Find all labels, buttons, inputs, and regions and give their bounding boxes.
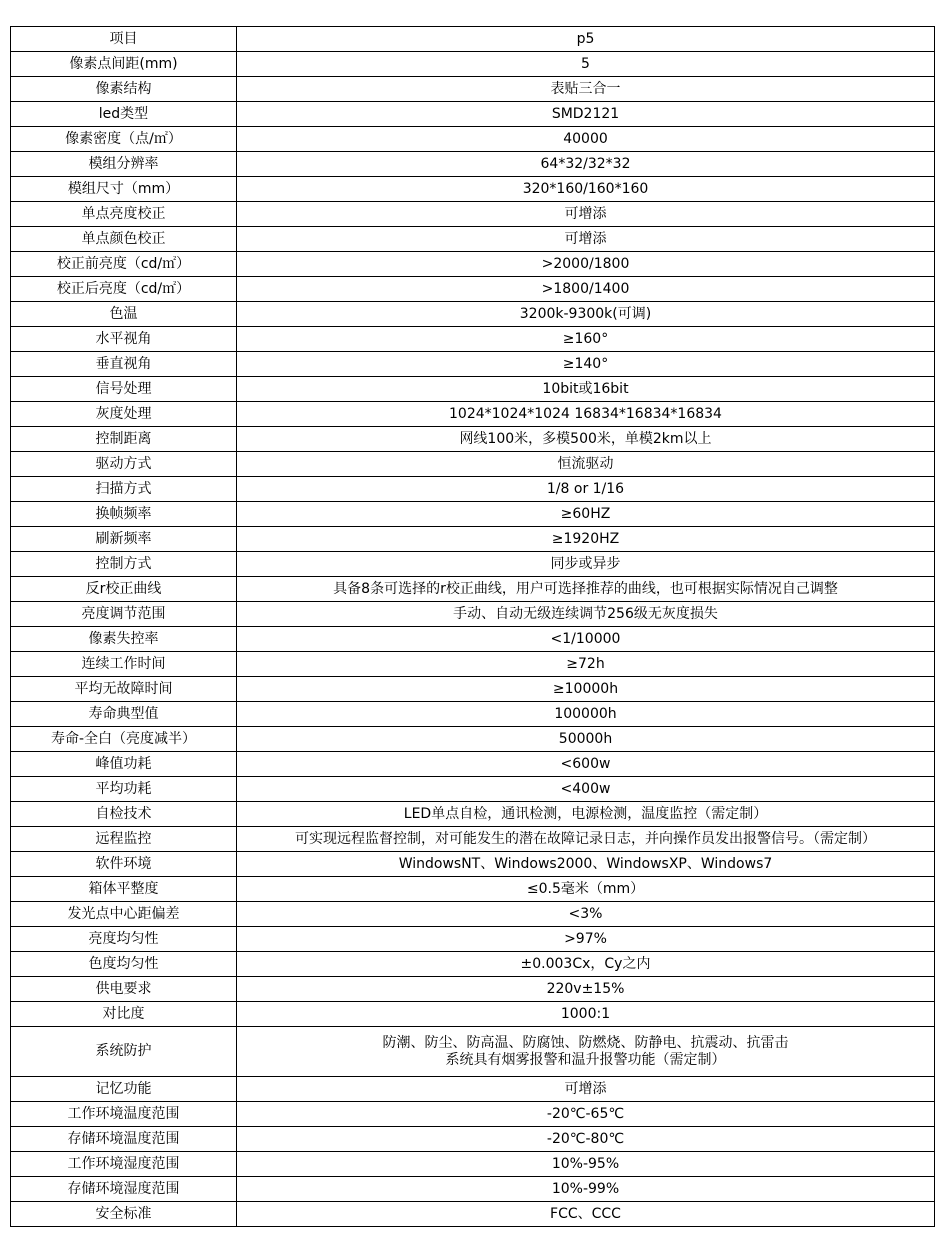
- spec-label: 峰值功耗: [11, 752, 237, 777]
- spec-value-line: ≤0.5毫米（mm）: [526, 880, 645, 897]
- spec-value: [237, 627, 935, 652]
- spec-value-line: <3%: [568, 905, 603, 922]
- spec-value-line: 5: [581, 55, 590, 72]
- spec-label: 软件环境: [11, 852, 237, 877]
- table-row: [11, 827, 935, 852]
- table-row: [11, 227, 935, 252]
- spec-value-line: >97%: [564, 930, 607, 947]
- spec-value: [237, 827, 935, 852]
- spec-label: 远程监控: [11, 827, 237, 852]
- spec-value-line: 可增添: [564, 230, 607, 247]
- spec-label: 寿命-全白（亮度减半）: [11, 727, 237, 752]
- spec-value: [237, 452, 935, 477]
- spec-label: 灰度处理: [11, 402, 237, 427]
- spec-label: 反r校正曲线: [11, 577, 237, 602]
- spec-label: 供电要求: [11, 977, 237, 1002]
- spec-value-line: 同步或异步: [550, 555, 621, 572]
- spec-value-line: 10%-99%: [551, 1180, 620, 1197]
- table-row: [11, 1202, 935, 1227]
- spec-value: [237, 402, 935, 427]
- table-row: [11, 627, 935, 652]
- table-row: [11, 1177, 935, 1202]
- spec-value: [237, 77, 935, 102]
- spec-label: 工作环境湿度范围: [11, 1152, 237, 1177]
- spec-value: [237, 227, 935, 252]
- table-row: [11, 1002, 935, 1027]
- table-row: [11, 177, 935, 202]
- spec-value-line: 手动、自动无级连续调节256级无灰度损失: [453, 605, 718, 622]
- spec-value: [237, 652, 935, 677]
- spec-value: [237, 702, 935, 727]
- table-row: [11, 152, 935, 177]
- spec-value: [237, 852, 935, 877]
- table-row: [11, 702, 935, 727]
- spec-label: 控制方式: [11, 552, 237, 577]
- spec-label: 像素失控率: [11, 627, 237, 652]
- table-row: [11, 927, 935, 952]
- table-row: [11, 402, 935, 427]
- table-row: [11, 377, 935, 402]
- spec-value: [237, 952, 935, 977]
- spec-value: [237, 1077, 935, 1102]
- spec-value-line: ≥140°: [562, 355, 609, 372]
- spec-label: 刷新频率: [11, 527, 237, 552]
- spec-label: 单点颜色校正: [11, 227, 237, 252]
- spec-value: [237, 1102, 935, 1127]
- spec-label: 单点亮度校正: [11, 202, 237, 227]
- spec-value: [237, 902, 935, 927]
- table-row: [11, 502, 935, 527]
- spec-value-line: 100000h: [554, 705, 617, 722]
- spec-value: [237, 102, 935, 127]
- table-row: [11, 1027, 935, 1077]
- table-row: [11, 27, 935, 52]
- table-row: [11, 327, 935, 352]
- spec-value: [237, 1177, 935, 1202]
- spec-value-line: LED单点自检，通讯检测，电源检测，温度监控（需定制）: [403, 805, 768, 822]
- spec-value: [237, 1002, 935, 1027]
- spec-label: 像素结构: [11, 77, 237, 102]
- spec-value-line: 64*32/32*32: [540, 155, 631, 172]
- spec-value-line: ≥10000h: [552, 680, 619, 697]
- spec-label: 模组尺寸（mm）: [11, 177, 237, 202]
- table-row: [11, 52, 935, 77]
- spec-label: 安全标准: [11, 1202, 237, 1227]
- table-row: [11, 852, 935, 877]
- table-row: [11, 202, 935, 227]
- spec-label: 像素点间距(mm): [11, 52, 237, 77]
- spec-value: [237, 177, 935, 202]
- spec-value: [237, 1152, 935, 1177]
- table-row: [11, 1152, 935, 1177]
- spec-label: 校正后亮度（cd/㎡）: [11, 277, 237, 302]
- spec-value: [237, 252, 935, 277]
- table-row: [11, 77, 935, 102]
- table-row: [11, 127, 935, 152]
- spec-value-line: 表贴三合一: [550, 80, 621, 97]
- table-row: [11, 1127, 935, 1152]
- spec-value-line: 可增添: [564, 1080, 607, 1097]
- spec-value: [237, 777, 935, 802]
- table-row: [11, 577, 935, 602]
- spec-value: [237, 202, 935, 227]
- spec-value-line: >1800/1400: [541, 280, 630, 297]
- spec-label: 系统防护: [11, 1027, 237, 1077]
- spec-value-line: 3200k-9300k(可调): [519, 305, 652, 322]
- spec-value-line: 40000: [563, 130, 608, 147]
- spec-value: [237, 27, 935, 52]
- spec-value-line: -20℃-65℃: [546, 1105, 625, 1122]
- spec-value: [237, 552, 935, 577]
- spec-value-line: 可实现远程监督控制，对可能发生的潜在故障记录日志，并向操作员发出报警信号。（需定制）: [295, 830, 876, 847]
- table-row: [11, 1077, 935, 1102]
- spec-value-line: 220v±15%: [546, 980, 625, 997]
- spec-value-line: 10bit或16bit: [542, 380, 629, 397]
- spec-value: [237, 502, 935, 527]
- spec-label: 自检技术: [11, 802, 237, 827]
- table-row: [11, 777, 935, 802]
- spec-value: [237, 427, 935, 452]
- spec-value-line: 50000h: [558, 730, 613, 747]
- spec-value-line: <1/10000: [550, 630, 621, 647]
- spec-label: 模组分辨率: [11, 152, 237, 177]
- spec-value-line: ≥1920HZ: [551, 530, 620, 547]
- spec-value-line: 可增添: [564, 205, 607, 222]
- spec-value-line: ≥160°: [562, 330, 609, 347]
- table-row: [11, 727, 935, 752]
- table-row: [11, 102, 935, 127]
- spec-value-line: 系统具有烟雾报警和温升报警功能（需定制）: [445, 1051, 726, 1068]
- spec-value: [237, 1027, 935, 1077]
- spec-value: [237, 352, 935, 377]
- spec-label: 存储环境温度范围: [11, 1127, 237, 1152]
- spec-label: 箱体平整度: [11, 877, 237, 902]
- spec-label: 驱动方式: [11, 452, 237, 477]
- table-row: [11, 552, 935, 577]
- spec-label: 亮度调节范围: [11, 602, 237, 627]
- spec-label: 存储环境湿度范围: [11, 1177, 237, 1202]
- spec-value: [237, 1202, 935, 1227]
- table-row: [11, 752, 935, 777]
- spec-table-body: [11, 27, 935, 1227]
- spec-value: [237, 602, 935, 627]
- spec-value: [237, 927, 935, 952]
- table-row: [11, 977, 935, 1002]
- spec-value: [237, 377, 935, 402]
- spec-value-line: FCC、CCC: [550, 1205, 621, 1222]
- table-row: [11, 527, 935, 552]
- spec-value-line: 320*160/160*160: [522, 180, 649, 197]
- spec-value-line: 具备8条可选择的r校正曲线，用户可选择推荐的曲线，也可根据实际情况自己调整: [333, 580, 838, 597]
- table-row: [11, 1102, 935, 1127]
- spec-value-line: ±0.003Cx，Cy之内: [520, 955, 651, 972]
- spec-label: 色温: [11, 302, 237, 327]
- spec-value-line: 1000:1: [560, 1005, 611, 1022]
- spec-value-line: 防潮、防尘、防高温、防腐蚀、防燃烧、防静电、抗震动、抗雷击: [382, 1034, 789, 1051]
- table-row: [11, 902, 935, 927]
- table-row: [11, 277, 935, 302]
- spec-label: 平均无故障时间: [11, 677, 237, 702]
- spec-label: 水平视角: [11, 327, 237, 352]
- spec-value-line: 10%-95%: [551, 1155, 620, 1172]
- spec-value: [237, 677, 935, 702]
- spec-value-line: 1024*1024*1024 16834*16834*16834: [449, 405, 722, 422]
- spec-value: [237, 977, 935, 1002]
- spec-label: 垂直视角: [11, 352, 237, 377]
- spec-value: [237, 52, 935, 77]
- spec-value-line: 恒流驱动: [557, 455, 614, 472]
- spec-value: [237, 327, 935, 352]
- spec-label: 平均功耗: [11, 777, 237, 802]
- spec-label: 扫描方式: [11, 477, 237, 502]
- spec-label: 像素密度（点/㎡）: [11, 127, 237, 152]
- spec-value: [237, 302, 935, 327]
- spec-value: [237, 752, 935, 777]
- table-row: [11, 877, 935, 902]
- spec-label: 信号处理: [11, 377, 237, 402]
- spec-value-line: 1/8 or 1/16: [546, 480, 625, 497]
- spec-value-line: <400w: [560, 780, 611, 797]
- spec-label: 寿命典型值: [11, 702, 237, 727]
- spec-value-line: SMD2121: [551, 105, 620, 122]
- spec-value-line: <600w: [560, 755, 611, 772]
- spec-value: [237, 1127, 935, 1152]
- table-row: [11, 802, 935, 827]
- table-row: [11, 427, 935, 452]
- table-row: [11, 602, 935, 627]
- spec-label: 换帧频率: [11, 502, 237, 527]
- spec-label: 色度均匀性: [11, 952, 237, 977]
- spec-value: [237, 877, 935, 902]
- spec-value: [237, 577, 935, 602]
- table-row: [11, 677, 935, 702]
- spec-value-line: WindowsNT、Windows2000、WindowsXP、Windows7: [398, 855, 773, 872]
- spec-value: [237, 277, 935, 302]
- spec-value: [237, 152, 935, 177]
- spec-value: [237, 127, 935, 152]
- table-row: [11, 477, 935, 502]
- spec-label: 发光点中心距偏差: [11, 902, 237, 927]
- spec-label: 连续工作时间: [11, 652, 237, 677]
- spec-value-line: -20℃-80℃: [546, 1130, 625, 1147]
- spec-label: 亮度均匀性: [11, 927, 237, 952]
- spec-label: 记忆功能: [11, 1077, 237, 1102]
- table-row: [11, 652, 935, 677]
- table-row: [11, 352, 935, 377]
- spec-value-line: >2000/1800: [541, 255, 630, 272]
- spec-value-line: ≥60HZ: [560, 505, 611, 522]
- spec-label: 控制距离: [11, 427, 237, 452]
- table-row: [11, 952, 935, 977]
- spec-label: 校正前亮度（cd/㎡）: [11, 252, 237, 277]
- spec-label: led类型: [11, 102, 237, 127]
- table-row: [11, 452, 935, 477]
- spec-value-line: 网线100米，多模500米，单模2km以上: [459, 430, 712, 447]
- spec-value: [237, 527, 935, 552]
- spec-value-line: p5: [576, 30, 595, 47]
- spec-label: 工作环境温度范围: [11, 1102, 237, 1127]
- spec-value-line: ≥72h: [566, 655, 605, 672]
- spec-value: [237, 802, 935, 827]
- spec-value: [237, 477, 935, 502]
- spec-label: 项目: [11, 27, 237, 52]
- table-row: [11, 252, 935, 277]
- spec-label: 对比度: [11, 1002, 237, 1027]
- spec-value: [237, 727, 935, 752]
- table-row: [11, 302, 935, 327]
- spec-table: [10, 26, 935, 1227]
